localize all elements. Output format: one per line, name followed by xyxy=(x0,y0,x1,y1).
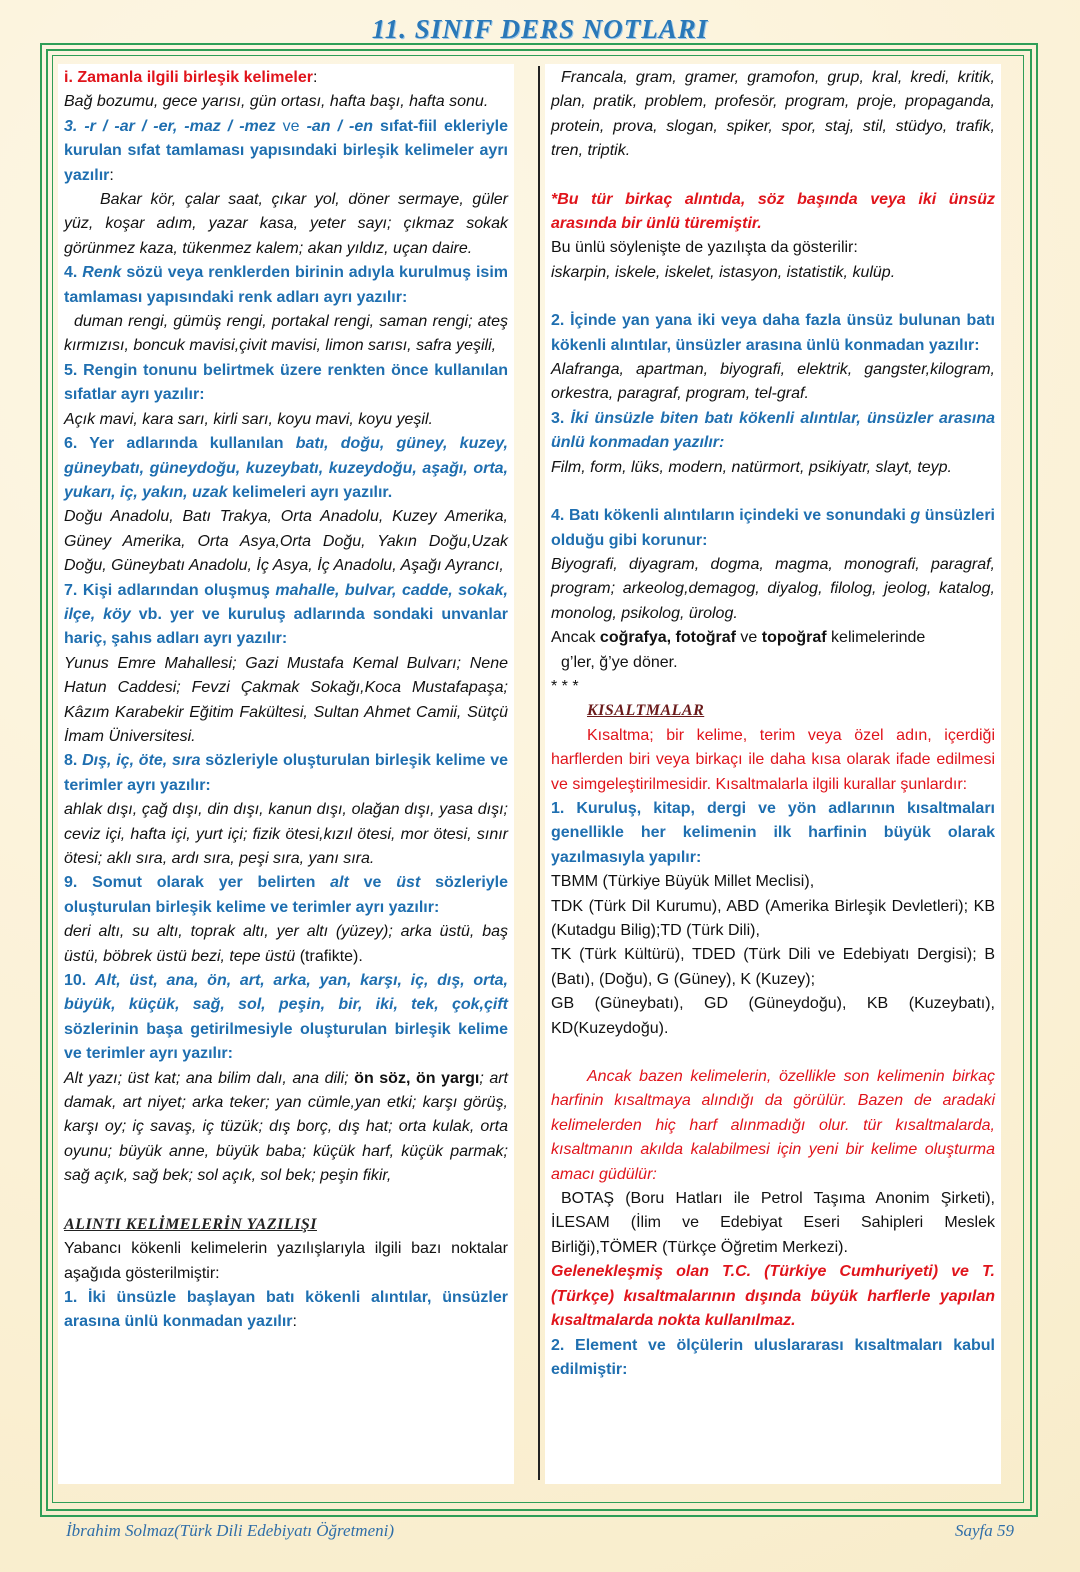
kisaltma-example-3: TK (Türk Kültürü), TDED (Türk Dili ve Edebiyatı Dergisi); B (Batı), (Doğu), G (Güney), K (Kuzey); xyxy=(551,946,995,988)
example-alinti-note: iskarpin, iskele, iskelet, istasyon, istatistik, kulüp. xyxy=(551,263,896,281)
alinti-note: *Bu tür birkaç alıntıda, söz başında veya iki ünsüz arasında bir ünlü türemiştir. xyxy=(551,190,995,233)
kisaltma-rule-2: 2. Element ve ölçülerin uluslararası kısaltmaları kabul edilmiştir: xyxy=(551,1336,995,1378)
kisaltma-rule-1: 1. Kuruluş, kitap, dergi ve yön adlarının kısaltmaları genellikle her kelimenin ilk harfinin büyük olarak yazılmasıyla yapılır: xyxy=(551,799,995,866)
example-alinti-2: Alafranga, apartman, biyografi, elektrik, gangster,kilogram, orkestra, paragraf, program, tel-graf. xyxy=(551,361,995,403)
example-rule-7: Yunus Emre Mahallesi; Gazi Mustafa Kemal Bulvarı; Nene Hatun Caddesi; Fevzi Çakmak Sokağı,Koca Mustafapaşa; Kâzım Karabekir Eğitim Fakültesi, Sultan Ahmet Camii, Sütçü İmam Üniversitesi. xyxy=(64,654,508,745)
example-rule-4: duman rengi, gümüş rengi, portakal rengi, saman rengi; ateş kırmızısı, boncuk mavisi,çivit mavisi, limon sarısı, safra yeşili, xyxy=(64,313,508,355)
alinti-4-note: Ancak coğrafya, fotoğraf ve topoğraf kelimelerinde xyxy=(551,629,926,647)
rule-3: 3. -r / -ar / -er, -maz / -mez ve -an / -en sıfat-fiil ekleriyle kurulan sıfat tamlaması yapısındaki birleşik kelimeler ayrı yazılır: xyxy=(64,117,509,184)
alinti-4-note-2: g’ler, ğ’ye döner. xyxy=(561,653,678,671)
example-rule-5: Açık mavi, kara sarı, kirli sarı, koyu mavi, koyu yeşil. xyxy=(64,410,433,428)
spacer xyxy=(551,164,995,188)
spacer xyxy=(551,1041,995,1065)
example-rule-9: deri altı, su altı, toprak altı, yer altı (yüzey); arka üstü, baş üstü, böbrek üstü bezi, tepe üstü (trafikte). xyxy=(64,923,508,965)
column-divider xyxy=(538,66,540,1480)
example-alinti-3: Film, form, lüks, modern, natürmort, psikiyatr, slayt, teyp. xyxy=(551,458,952,476)
kisaltma-example-4: GB (Güneybatı), GD (Güneydoğu), KB (Kuzeybatı), KD(Kuzeydoğu). xyxy=(551,995,995,1037)
footer-author: İbrahim Solmaz(Türk Dili Edebiyatı Öğretmeni) xyxy=(66,1521,394,1540)
rule-7: 7. Kişi adlarından oluşmuş mahalle, bulvar, cadde, sokak, ilçe, köy vb. yer ve kuruluş adlarında sondaki unvanlar hariç, şahıs adları ayrı yazılır: xyxy=(64,581,509,648)
rule-5: 5. Rengin tonunu belirtmek üzere renkten önce kullanılan sıfatlar ayrı yazılır: xyxy=(64,361,508,404)
example-rule-6: Doğu Anadolu, Batı Trakya, Orta Anadolu, Kuzey Amerika, Güney Amerika, Orta Asya,Orta Doğu, Yakın Doğu,Uzak Doğu, Güneybatı Anadolu, İç Asya, İç Anadolu, Aşağı Ayrancı, xyxy=(64,508,508,575)
spacer xyxy=(551,480,995,504)
spacer xyxy=(551,285,995,309)
example-alinti-4: Biyografi, diyagram, dogma, magma, monografi, paragraf, program; arkeolog,demagog, diyalog, filolog, jeolog, katalog, monolog, psikolog, ürolog. xyxy=(551,555,995,622)
stars-separator: * * * xyxy=(551,677,579,695)
section-title-kisaltmalar: KISALTMALAR xyxy=(587,702,705,720)
right-column xyxy=(545,64,1001,1484)
kisaltma-example-1: TBMM (Türkiye Büyük Millet Meclisi), xyxy=(551,873,815,891)
alinti-rule-4: 4. Batı kökenli alıntıların içindeki ve sonundaki g ünsüzleri olduğu gibi korunur: xyxy=(551,507,996,549)
kisaltma-note-example: BOTAŞ (Boru Hatları ile Petrol Taşıma Anonim Şirketi), İLESAM (İlim ve Edebiyat Eseri Sahipleri Meslek Birliği),TÖMER (Türkçe Öğretim Merkezi). xyxy=(551,1190,995,1256)
example-rule-10: Alt yazı; üst kat; ana bilim dalı, ana dili; ön söz, ön yargı; art damak, art niyet; arka teker; yan cümle,yan etki; karşı görüş, karşı oy; iç savaş, iç tüzük; dış borç, dış hat; orta kulak, orta oyunu; büyük anne, büyük baba; küçük harf, küçük parmak; sağ açık, sağ bek; sol açık, sol bek; peşin fikir, xyxy=(64,1069,508,1185)
kisaltma-intro: Kısaltma; bir kelime, terim veya özel adın, içerdiği harflerden biri veya birkaçı ile daha kısa olarak ifade edilmesi ve simgeleştirilmesidir. Kısaltmalarla ilgili kurallar şunlardır: xyxy=(551,726,995,793)
page-header-title: 11. SINIF DERS NOTLARI xyxy=(371,14,709,44)
example-rule-8: ahlak dışı, çağ dışı, din dışı, kanun dışı, olağan dışı, yasa dışı; ceviz içi, hafta içi, yurt içi; fizik ötesi,kızıl ötesi, mor ötesi, sınır ötesi; aklı sıra, ardı sıra, peşi sıra, yanı sıra. xyxy=(64,801,508,867)
rule-10: 10. Alt, üst, ana, ön, art, arka, yan, karşı, iç, dış, orta, büyük, küçük, sağ, sol, peşin, bir, iki, tek, çok,çift sözlerinin başa getirilmesiyle oluşturulan birleşik kelime ve terimler ayrı yazılır: xyxy=(64,972,509,1063)
left-column xyxy=(58,64,514,1484)
alinti-note-2: Bu ünlü söylenişte de yazılışta da gösterilir: xyxy=(551,239,858,257)
rule-6: 6. Yer adlarında kullanılan batı, doğu, güney, kuzey, güneybatı, güneydoğu, kuzeybatı, kuzeydoğu, aşağı, orta, yukarı, iç, yakın, uzak kelimeleri ayrı yazılır. xyxy=(64,435,508,501)
footer-page-number: Sayfa 59 xyxy=(954,1521,1014,1540)
rule-time-compound: i. Zamanla ilgili birleşik kelimeler: xyxy=(64,69,318,86)
example-time-compound: Bağ bozumu, gece yarısı, gün ortası, hafta başı, hafta sonu. xyxy=(64,93,489,111)
example-alinti-1: Francala, gram, gramer, gramofon, grup, kral, kredi, kritik, plan, pratik, problem, profesör, program, proje, propaganda, protein, prova, slogan, spiker, spor, staj, stil, stüdyo, trafik, tren, triptik. xyxy=(551,69,995,160)
spacer xyxy=(64,1189,508,1213)
alinti-rule-2: 2. İçinde yan yana iki veya daha fazla ünsüz bulunan batı kökenli alıntılar, ünsüzler arasına ünlü konmadan yazılır: xyxy=(551,312,995,354)
rule-8: 8. Dış, iç, öte, sıra sözleriyle oluşturulan birleşik kelime ve terimler ayrı yazılır: xyxy=(64,752,509,794)
kisaltma-note: Ancak bazen kelimelerin, özellikle son kelimenin birkaç harfinin kısaltmaya alındığı da görülür. Bazen de aradaki kelimelerden hiç harf alınmadığı olur. tür kısaltmalarda, kısaltmanın akılda kalabilmesi için yeni bir kelime oluşturma amacı güdülür: xyxy=(551,1068,995,1183)
alinti-rule-1: 1. İki ünsüzle başlayan batı kökenli alıntılar, ünsüzler arasına ünlü konmadan yazılır: xyxy=(64,1288,508,1331)
section-title-alinti: ALINTI KELİMELERİN YAZILIŞI xyxy=(64,1215,317,1233)
kisaltma-example-2: TDK (Türk Dil Kurumu), ABD (Amerika Birleşik Devletleri); KB (Kutadgu Bilig);TD (Türk Dili), xyxy=(551,897,995,939)
rule-9: 9. Somut olarak yer belirten alt ve üst sözleriyle oluşturulan birleşik kelime ve terimler ayrı yazılır: xyxy=(64,874,509,916)
alinti-rule-3: 3. İki ünsüzle biten batı kökenli alıntılar, ünsüzler arasına ünlü konmadan yazılır: xyxy=(551,409,995,452)
kisaltma-red-note: Gelenekleşmiş olan T.C. (Türkiye Cumhuriyeti) ve T. (Türkçe) kısaltmalarının dışında büyük harflerle yapılan kısaltmalarda nokta kullanılmaz. xyxy=(551,1263,995,1330)
example-rule-3: Bakar kör, çalar saat, çıkar yol, döner sermaye, güler yüz, koşar adım, yazar kasa, yeter sayı; çıkmaz sokak görünmez kaza, tükenmez kalem; akan yıldız, uçan daire. xyxy=(64,191,508,257)
alinti-intro: Yabancı kökenli kelimelerin yazılışlarıyla ilgili bazı noktalar aşağıda gösterilmiştir: xyxy=(64,1240,508,1282)
rule-4: 4. Renk sözü veya renklerden birinin adıyla kurulmuş isim tamlaması yapısındaki renk adları ayrı yazılır: xyxy=(64,264,508,306)
